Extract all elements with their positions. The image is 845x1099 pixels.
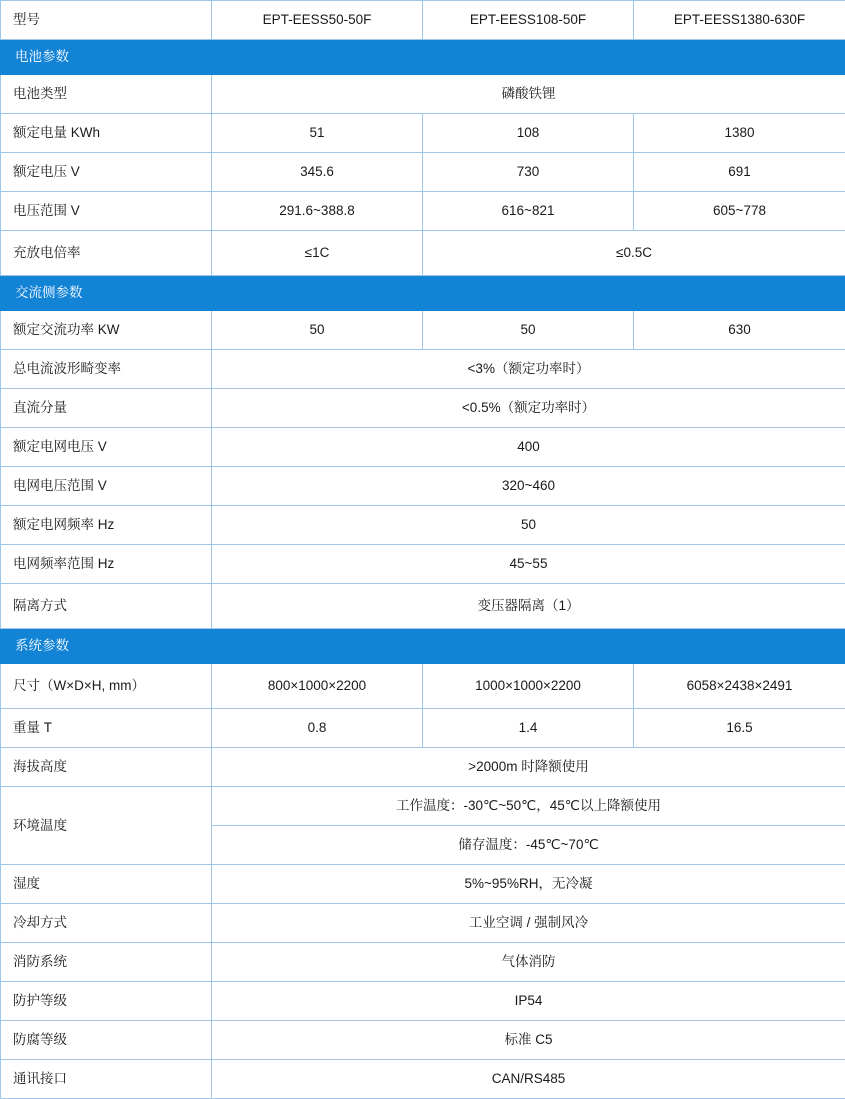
table-row [1,389,845,428]
table-row [1,114,845,153]
row-label: 额定交流功率 KW [1,311,212,350]
table-row [1,865,845,904]
row-label: 额定电压 V [1,153,212,192]
row-value-all: >2000m 时降额使用 [212,748,845,787]
row-value-3: 605~778 [634,192,845,231]
section-title-system: 系统参数 [1,629,845,664]
row-label: 总电流波形畸变率 [1,350,212,389]
row-value-all-line2: 储存温度：-45℃~70℃ [212,826,845,865]
row-label: 海拔高度 [1,748,212,787]
table-row [1,428,845,467]
row-value-all: 50 [212,506,845,545]
header-label-cell: 型号 [1,1,212,40]
table-row [1,982,845,1021]
row-label: 电池类型 [1,75,212,114]
table-row [1,664,845,709]
row-value-all: 标准 C5 [212,1021,845,1060]
table-row [1,231,845,276]
table-row [1,153,845,192]
row-label: 环境温度 [1,787,212,865]
row-value-1: 51 [212,114,423,153]
row-value-all: 变压器隔离（1） [212,584,845,629]
row-value-all: 45~55 [212,545,845,584]
table-row [1,787,845,826]
header-model-cell-1: EPT-EESS50-50F [212,1,423,40]
row-label: 电压范围 V [1,192,212,231]
row-value-1: 0.8 [212,709,423,748]
row-label: 电网电压范围 V [1,467,212,506]
row-value-all: <0.5%（额定功率时） [212,389,845,428]
table-row [1,748,845,787]
specification-table-body [1,1,845,1099]
row-value-3: 691 [634,153,845,192]
row-label: 电网频率范围 Hz [1,545,212,584]
section-header-battery [1,40,845,75]
row-value-all-line1: 工作温度：-30℃~50℃，45℃以上降额使用 [212,787,845,826]
row-value-all: IP54 [212,982,845,1021]
row-value-2: 730 [423,153,634,192]
row-label: 尺寸（W×D×H, mm） [1,664,212,709]
row-value-1: 291.6~388.8 [212,192,423,231]
row-label: 额定电网电压 V [1,428,212,467]
row-value-all: 320~460 [212,467,845,506]
section-header-system [1,629,845,664]
header-model-cell-2: EPT-EESS108-50F [423,1,634,40]
row-value-all: 磷酸铁锂 [212,75,845,114]
table-row [1,192,845,231]
row-value-2: 1.4 [423,709,634,748]
row-value-1: 345.6 [212,153,423,192]
table-row [1,709,845,748]
row-value-all: 工业空调 / 强制风冷 [212,904,845,943]
row-value-2: 616~821 [423,192,634,231]
row-value-1: 50 [212,311,423,350]
table-row [1,904,845,943]
row-label: 额定电网频率 Hz [1,506,212,545]
row-value-3: 6058×2438×2491 [634,664,845,709]
table-row [1,1021,845,1060]
row-label: 防护等级 [1,982,212,1021]
row-value-all: CAN/RS485 [212,1060,845,1099]
row-label: 重量 T [1,709,212,748]
row-value-2: 108 [423,114,634,153]
row-label: 充放电倍率 [1,231,212,276]
section-title-battery: 电池参数 [1,40,845,75]
table-header-row [1,1,845,40]
row-value-2: 50 [423,311,634,350]
row-value-3: 1380 [634,114,845,153]
row-label: 冷却方式 [1,904,212,943]
header-model-cell-3: EPT-EESS1380-630F [634,1,845,40]
row-value-1: 800×1000×2200 [212,664,423,709]
row-label: 通讯接口 [1,1060,212,1099]
row-label: 防腐等级 [1,1021,212,1060]
row-value-1: ≤1C [212,231,423,276]
row-label: 额定电量 KWh [1,114,212,153]
table-row [1,350,845,389]
row-label: 隔离方式 [1,584,212,629]
row-value-all: 气体消防 [212,943,845,982]
row-value-3: 630 [634,311,845,350]
section-header-ac [1,276,845,311]
row-value-3: 16.5 [634,709,845,748]
row-value-2: 1000×1000×2200 [423,664,634,709]
row-value-all: <3%（额定功率时） [212,350,845,389]
row-value-all: 5%~95%RH，无冷凝 [212,865,845,904]
table-row [1,467,845,506]
row-value-2-3: ≤0.5C [423,231,845,276]
table-row [1,584,845,629]
row-label: 直流分量 [1,389,212,428]
row-value-all: 400 [212,428,845,467]
section-title-ac: 交流侧参数 [1,276,845,311]
table-row [1,943,845,982]
table-row [1,75,845,114]
row-label: 消防系统 [1,943,212,982]
table-row [1,506,845,545]
table-row [1,545,845,584]
table-row [1,311,845,350]
row-label: 湿度 [1,865,212,904]
